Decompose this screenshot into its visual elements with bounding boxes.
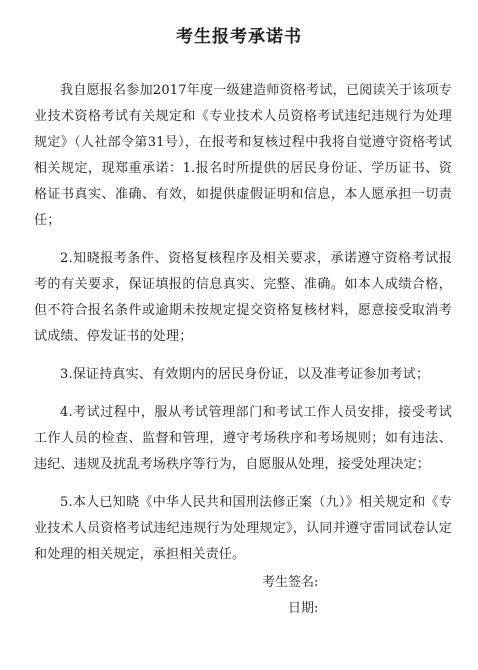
paragraph-item-5: 5.本人已知晓《中华人民共和国刑法修正案（九）》相关规定和《专业技术人员资格考试违纪违规行为处理规定》，认同并遵守雷同试卷认定和处理的相关规定，承担相关责任。 bbox=[34, 495, 452, 562]
paragraph-item-2: 2.知晓报考条件、资格复核程序及相关要求，承诺遵守资格考试报考的有关要求，保证填报的信息真实、完整、准确。如本人成绩合格，但不符合报名条件或逾期未按规定提交资格复核材料，愿意接受取消考试成绩、停发证书的处理； bbox=[34, 251, 452, 344]
paragraph-intro: 我自愿报名参加2017年度一级建造师资格考试，已阅读关于该项专业技术资格考试有关规定和《专业技术人员资格考试违纪违规行为处理规定》（人社部令第31号），在报考和复核过程中我将自觉遵守资格考试相关规定，现郑重承诺：1.报名时所提供的居民身份证、学历证书、资格证书真实、准确、有效，如提供虚假证明和信息，本人愿承担一切责任； bbox=[34, 83, 452, 228]
signature-label: 考生签名: bbox=[262, 575, 319, 590]
paragraph-item-3: 3.保证持真实、有效期内的居民身份证，以及准考证参加考试； bbox=[60, 367, 430, 382]
signature-block bbox=[262, 570, 318, 622]
date-label: 日期: bbox=[288, 601, 319, 616]
page-title: 考生报考承诺书 bbox=[176, 27, 302, 47]
paragraph-item-4: 4.考试过程中，服从考试管理部门和考试工作人员安排，接受考试工作人员的检查、监督和管理，遵守考场秩序和考场规则；如有违法、违纪、违规及扰乱考场秩序等行为，自愿服从处理，接受处理决定； bbox=[34, 405, 452, 472]
document-body bbox=[34, 78, 452, 568]
